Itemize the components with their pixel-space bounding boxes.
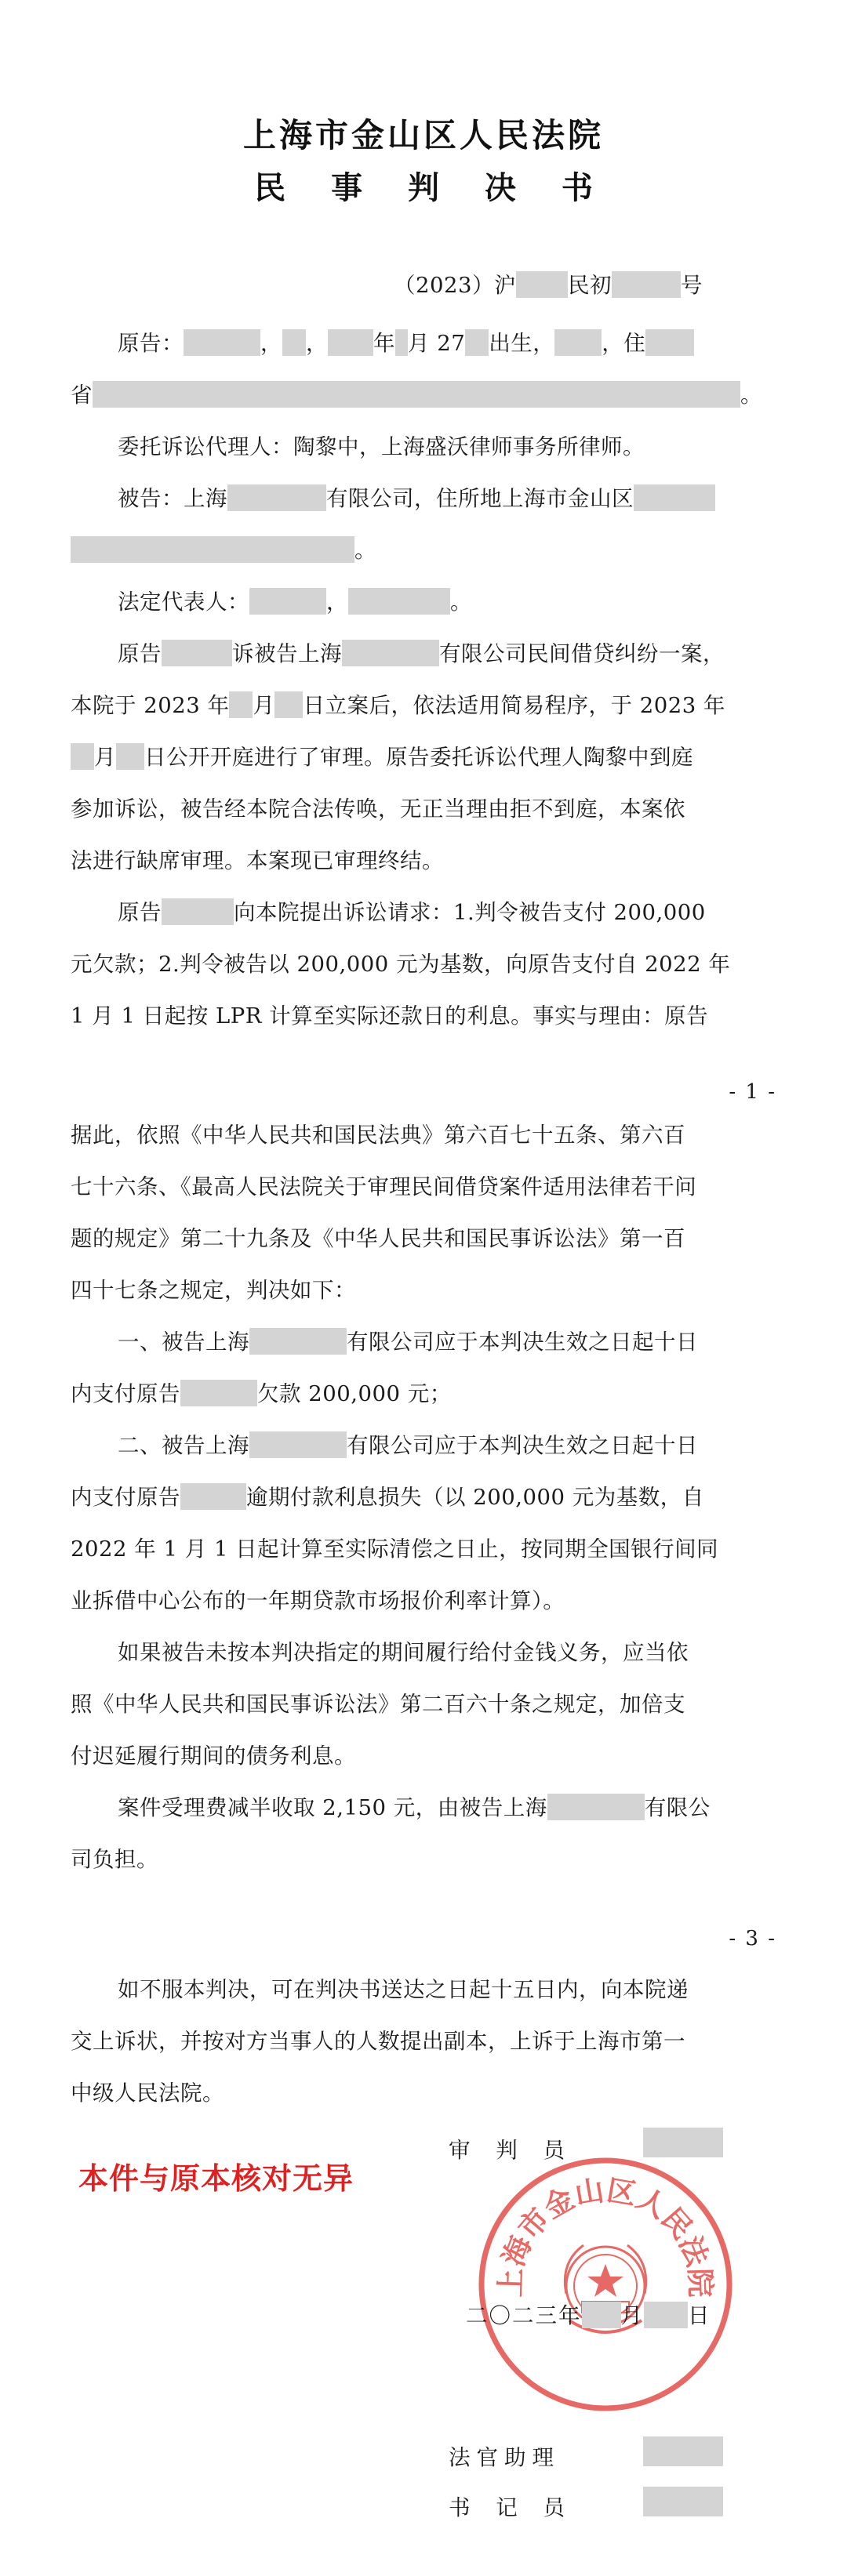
clerk-label: 书 记 员 bbox=[449, 2495, 574, 2520]
document-type: 民 事 判 决 书 bbox=[254, 169, 610, 206]
default-clause-l3: 付迟延履行期间的债务利息。 bbox=[71, 1743, 356, 1769]
judgment-2-l2: 内支付原告 逾期付款利息损失（以 200,000 元为基数，自 bbox=[71, 1485, 704, 1510]
verification-note: 本件与原本核对无异 bbox=[78, 2161, 354, 2196]
defendant-address: 。 bbox=[71, 535, 376, 566]
agent-line: 委托诉讼代理人：陶黎中，上海盛沃律师事务所律师。 bbox=[118, 434, 645, 459]
page-number: - 3 - bbox=[729, 1927, 776, 1950]
judgment-1-l1: 一、被告上海 有限公司应于本判决生效之日起十日 bbox=[118, 1330, 698, 1355]
defendant-line: 被告：上海 有限公司，住所地上海市金山区 bbox=[118, 483, 715, 514]
appeal-l2: 交上诉状，并按对方当事人的人数提出副本，上诉于上海市第一 bbox=[71, 2029, 685, 2054]
plaintiff-address: 省 。 bbox=[71, 383, 762, 408]
body-p1-l5: 法进行缺席审理。本案现已审理终结。 bbox=[71, 848, 444, 873]
judgment-2-l1: 二、被告上海 有限公司应于本判决生效之日起十日 bbox=[118, 1433, 698, 1458]
ruling-basis-l2: 七十六条、《最高人民法院关于审理民间借贷案件适用法律若干问 bbox=[71, 1174, 697, 1199]
legal-rep-line: 法定代表人： ， 。 bbox=[118, 590, 472, 615]
ruling-basis-l1: 据此，依照《中华人民共和国民法典》第六百七十五条、第六百 bbox=[71, 1123, 685, 1148]
page-number: - 1 - bbox=[729, 1080, 776, 1104]
judgment-2-l3: 2022 年 1 月 1 日起计算至实际清偿之日止，按同期全国银行间同 bbox=[71, 1537, 719, 1562]
body-p1-l2: 本院于 2023 年 月 日立案后，依法适用简易程序，于 2023 年 bbox=[71, 693, 725, 718]
default-clause-l1: 如果被告未按本判决指定的期间履行给付金钱义务，应当依 bbox=[118, 1640, 689, 1665]
svg-text:上海市金山区人民法院: 上海市金山区人民法院 bbox=[493, 2172, 718, 2298]
body-p2-l2: 元欠款；2.判令被告以 200,000 元为基数，向原告支付自 2022 年 bbox=[71, 952, 731, 977]
judge-label: 审 判 员 bbox=[449, 2138, 574, 2163]
clerk-name-redacted bbox=[643, 2487, 723, 2516]
body-p2-l3: 1 月 1 日起按 LPR 计算至实际还款日的利息。事实与理由：原告 bbox=[71, 1003, 709, 1029]
judge-name-redacted bbox=[643, 2128, 723, 2157]
court-title: 上海市金山区人民法院 bbox=[242, 116, 604, 154]
fee-l2: 司负担。 bbox=[71, 1847, 158, 1872]
appeal-l3: 中级人民法院。 bbox=[71, 2081, 224, 2106]
case-number: （2023）沪 民初 号 bbox=[394, 273, 703, 298]
judgment-1-l2: 内支付原告 欠款 200,000 元； bbox=[71, 1381, 452, 1406]
assistant-name-redacted bbox=[643, 2436, 723, 2466]
ruling-basis-l3: 题的规定》第二十九条及《中华人民共和国民事诉讼法》第一百 bbox=[71, 1226, 685, 1251]
body-p1-l3: 月 日公开开庭进行了审理。原告委托诉讼代理人陶黎中到庭 bbox=[71, 742, 693, 773]
ruling-basis-l4: 四十七条之规定，判决如下： bbox=[71, 1278, 356, 1303]
default-clause-l2: 照《中华人民共和国民事诉讼法》第二百六十条之规定，加倍支 bbox=[71, 1692, 685, 1717]
assistant-label: 法官助理 bbox=[449, 2445, 560, 2470]
court-seal-icon bbox=[474, 2153, 737, 2416]
plaintiff-line: 原告： ， ， 年 月 27 出生， ，住 bbox=[118, 328, 694, 359]
body-p1-l1: 原告 诉被告上海 有限公司民间借贷纠纷一案， bbox=[118, 641, 725, 666]
appeal-l1: 如不服本判决，可在判决书送达之日起十五日内，向本院递 bbox=[118, 1977, 689, 2002]
body-p2-l1: 原告 向本院提出诉讼请求：1.判令被告支付 200,000 bbox=[118, 900, 706, 925]
judgment-2-l4: 业拆借中心公布的一年期贷款市场报价利率计算）。 bbox=[71, 1588, 565, 1613]
fee-l1: 案件受理费减半收取 2,150 元，由被告上海 有限公 bbox=[118, 1795, 711, 1820]
judgment-date: 二〇二三年 月 日 bbox=[466, 2303, 711, 2328]
body-p1-l4: 参加诉讼，被告经本院合法传唤，无正当理由拒不到庭，本案依 bbox=[71, 796, 685, 822]
